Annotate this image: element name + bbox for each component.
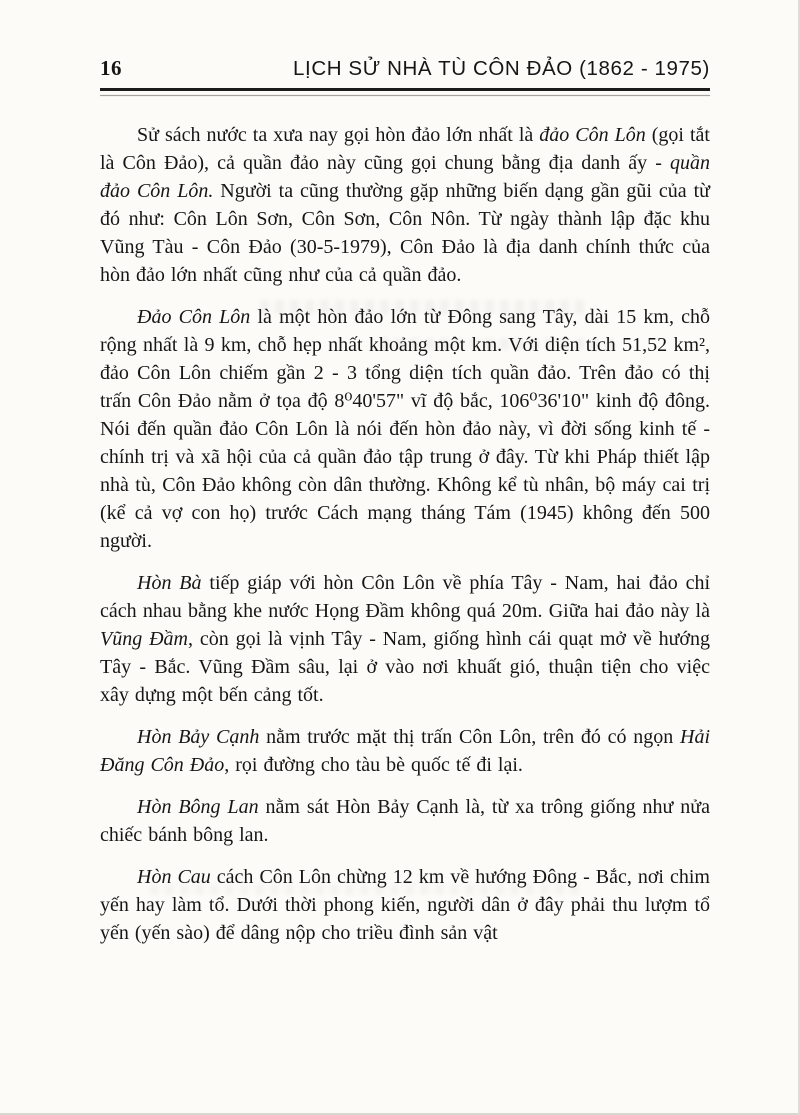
text-run: Sử sách nước ta xưa nay gọi hòn đảo lớn nhất là — [137, 124, 540, 146]
text-run: cách Côn Lôn chừng 12 km về hướng Đông - Bắc, nơi chim yến hay làm tổ. Dưới thời phong kiến, người dân ở đây phải thu lượm tổ yến (yến sào) để dâng nộp cho triều đình sản vật — [100, 866, 710, 944]
text-run: là một hòn đảo lớn từ Đông sang Tây, dài 15 km, chỗ rộng nhất là 9 km, chỗ hẹp nhất khoảng một km. Với diện tích 51,52 km², đảo Côn Lôn chiếm gần 2 - 3 tổng diện tích quần đảo. Trên đảo có thị trấn Côn Đảo nằm ở tọa độ 8⁰40'57" vĩ độ bắc, 106⁰36'10" kinh độ đông. Nói đến quần đảo Côn Lôn là nói đến hòn đảo này, vì đời sống kinh tế - chính trị và xã hội của cả quần đảo tập trung ở đây. Từ khi Pháp thiết lập nhà tù, Côn Đảo không còn dân thường. Không kể tù nhân, bộ máy cai trị (kể cả vợ con họ) trước Cách mạng tháng Tám (1945) không đến 500 người. — [100, 306, 711, 552]
paragraph — [100, 863, 710, 947]
text-run: , còn gọi là vịnh Tây - Nam, giống hình cái quạt mở về hướng Tây - Bắc. Vũng Đầm sâu, lại ở vào nơi khuất gió, thuận tiện cho việc xây dựng một bến cảng tốt. — [100, 628, 710, 706]
paragraph — [100, 793, 710, 849]
italic-term: Vũng Đầm — [100, 628, 188, 650]
header-rule-bottom — [100, 95, 710, 96]
running-title: LỊCH SỬ NHÀ TÙ CÔN ĐẢO (1862 - 1975) — [293, 57, 710, 80]
header-rule-top — [100, 88, 710, 91]
body-text — [100, 121, 710, 947]
page-number: 16 — [100, 56, 122, 80]
paragraph — [100, 723, 710, 779]
paragraph — [100, 569, 710, 709]
italic-term: Hòn Bông Lan — [137, 796, 259, 818]
italic-term: quần đảo Côn Lôn. — [100, 152, 710, 202]
paragraph — [100, 121, 710, 289]
italic-term: Hòn Bảy Cạnh — [137, 726, 260, 748]
italic-term: Hòn Bà — [137, 572, 202, 594]
text-run: Người ta cũng thường gặp những biến dạng gần gũi của từ đó như: Côn Lôn Sơn, Côn Sơn, Côn Nôn. Từ ngày thành lập đặc khu Vũng Tàu - Côn Đảo (30-5-1979), Côn Đảo là địa danh chính thức của hòn đảo lớn nhất cũng như của cả quần đảo. — [100, 180, 711, 286]
italic-term: đảo Côn Lôn — [539, 124, 646, 146]
italic-term: Đảo Côn Lôn — [137, 306, 251, 328]
text-run: nằm trước mặt thị trấn Côn Lôn, trên đó có ngọn — [259, 726, 680, 748]
italic-term: Hải Đăng Côn Đảo — [100, 726, 710, 776]
text-run: nằm sát Hòn Bảy Cạnh là, từ xa trông giống như nửa chiếc bánh bông lan. — [100, 796, 710, 846]
text-run: tiếp giáp với hòn Côn Lôn về phía Tây - Nam, hai đảo chỉ cách nhau bằng khe nước Họng Đầm không quá 20m. Giữa hai đảo này là — [100, 572, 710, 622]
text-run: , rọi đường cho tàu bè quốc tế đi lại. — [224, 754, 523, 776]
page-header — [100, 56, 710, 81]
paragraph — [100, 303, 710, 555]
text-run: (gọi tắt là Côn Đảo), cả quần đảo này cũng gọi chung bằng địa danh ấy - — [100, 124, 710, 174]
italic-term: Hòn Cau — [137, 866, 211, 888]
